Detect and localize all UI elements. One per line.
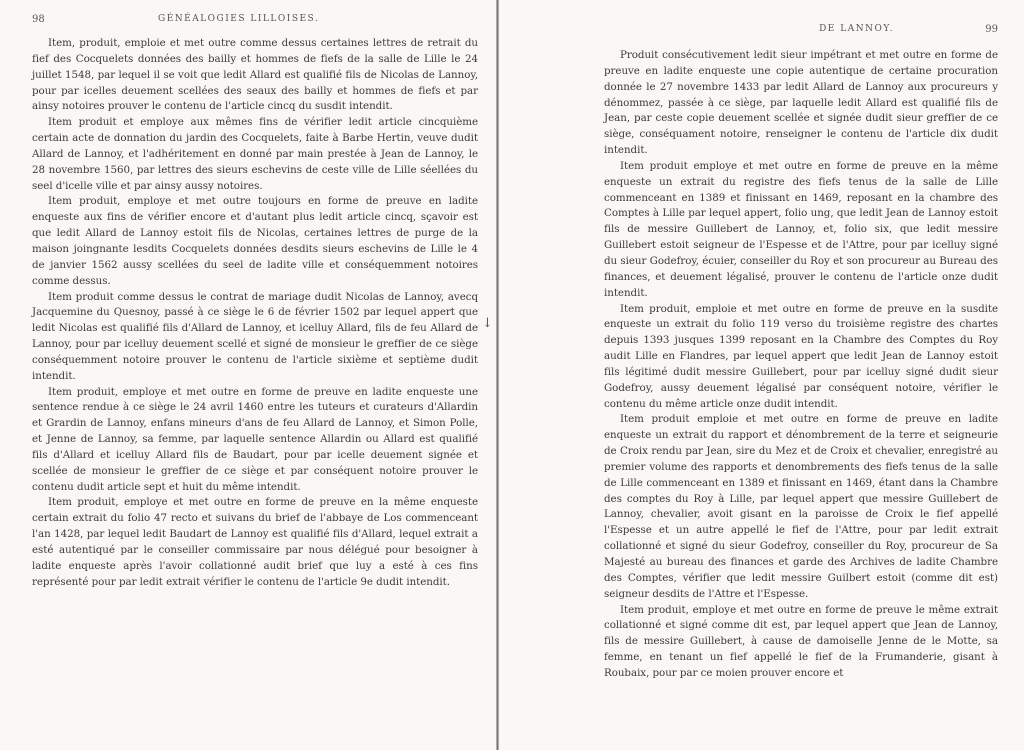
page-number: 99	[985, 24, 998, 35]
page-body	[32, 36, 478, 591]
gutter-mark: ↓	[482, 316, 493, 331]
paragraph: Item produit, employe et met outre en forme de preuve le même extrait collationné et signé comme dit est, par lequel appert que Jean de Lannoy, fils de messire Guillebert, à cause de damoiselle Jenne de le Motte, sa femme, en tenant un fief appellé le fief de la Frumanderie, gisant à Roubaix, pour par ce moien prouver encore et	[604, 603, 998, 679]
running-head-title: DE LANNOY.	[819, 24, 894, 34]
paragraph: Item produit, employe et met outre en forme de preuve en ladite enqueste une sentence rendue à ce siège le 24 avril 1460 entre les tuteurs et curateurs d'Allardin et Grardin de Lannoy, enfans mineurs d'ans de feu Allard de Lannoy, et Simon Polle, et Jenne de Lannoy, sa femme, par laquelle sentence Allardin ou Allard est qualifié fils d'Allard et icelluy Allard fils de Baudart, pour par icelle deuement signée et scellée de monsieur le greffier de ce siège et par conséquent notoire prouver le contenu dudit article sept et huit du même intendit.	[32, 385, 478, 493]
running-head-title: GÉNÉALOGIES LILLOISES.	[158, 14, 320, 24]
paragraph: Item produit comme dessus le contrat de mariage dudit Nicolas de Lannoy, avecq Jacquemine du Quesnoy, passé à ce siège le 6 de février 1502 par lequel appert que ledit Nicolas est qualifié fils d'Allard de Lannoy, et icelluy Allard, fils de feu Allard de Lannoy, pour par icelluy deuement scellé et signé de monsieur le greffier de ce siège conséquemment notoire prouver le contenu de l'article sixième et septième dudit intendit.	[32, 290, 478, 382]
left-page	[0, 0, 498, 750]
page-body	[604, 48, 998, 682]
book-gutter	[496, 0, 499, 750]
page-number: 98	[32, 14, 45, 25]
paragraph: Produit consécutivement ledit sieur impétrant et met outre en forme de preuve en ladite enqueste une copie autentique de certaine procuration donnée le 27 novembre 1433 par ledit Allard de Lannoy aux procureurs y dénommez, passée à ce siège, par laquelle ledit Allard est qualifié fils de Jean, par ceste copie deuement scellée et signée dudit sieur greffier de ce siège, conséquament notoire, renseigner le contenu de l'article dix dudit intendit.	[604, 49, 998, 157]
paragraph: Item produit emploie et met outre en forme de preuve en ladite enqueste un extrait du rapport et dénombrement de la terre et seigneurie de Croix rendu par Jean, sire du Mez et de Croix et chevalier, enregistré au premier volume des rapports et denombrements des fiefs tenus de la salle de Lille commenceant en 1389 et finissant en 1469, étant dans la Chambre des comptes du Roy à Lille, par lequel appert que messire Guillebert de Lannoy, chevalier, avoit gisant en la paroisse de Croix le fief appellé l'Espesse et un autre appellé le fief de l'Attre, pour par ledit extrait collationné et signé du sieur Godefroy, conseiller du Roy, procureur de Sa Majesté au bureau des finances et garde des Archives de ladite Chambre des Comptes, vérifier que ledit messire Guilbert estoit (comme dit est) seigneur desdits de l'Attre et l'Espesse.	[604, 413, 998, 600]
paragraph: Item produit et employe aux mêmes fins de vérifier ledit article cincquième certain acte de donnation du jardin des Cocquelets, faite à Barbe Hertin, veuve dudit Allard de Lannoy, et l'adhéritement en donné par main prestée à Jean de Lannoy, le 28 novembre 1560, par lettres des sieurs eschevins de ceste ville de Lille séellées du seel d'icelle ville et par ainsy aussy notoires.	[32, 116, 478, 192]
paragraph: Item, produit, emploie et met outre comme dessus certaines lettres de retrait du fief des Cocquelets données des bailly et hommes de fiefs de la salle de Lille le 24 juillet 1548, par lequel il se voit que ledit Allard est qualifié fils de Nicolas de Lannoy, pour par icelles deuement scellées des seaux des bailly et hommes de fiefs et par ainsy notoires prouver le contenu de l'article cincq du susdit intendit.	[32, 37, 478, 113]
paragraph: Item produit, emploie et met outre en forme de preuve en la susdite enqueste un extrait du folio 119 verso du troisième registre des chartes depuis 1393 jusques 1399 reposant en la Chambre des Comptes du Roy audit Lille en Flandres, par lequel appert que ledit Jean de Lannoy estoit fils légitimé dudit messire Guillebert, pour par icelluy signé dudit sieur Godefroy, aussy deuement légalisé par conséquent notoire, vérifier le contenu du même article onze dudit intendit.	[604, 302, 998, 410]
right-page	[500, 0, 1024, 750]
running-header	[32, 14, 478, 32]
paragraph: Item produit, employe et met outre toujours en forme de preuve en ladite enqueste aux fins de vérifier encore et d'autant plus ledit article cincq, sçavoir est que ledit Allard de Lannoy estoit fils de Nicolas, certaines lettres de purge de la maison joingnante lesdits Cocquelets données desdits sieurs eschevins de Lille le 4 de janvier 1562 aussy scellées du seel de ladite ville et conséquemment notoires comme dessus.	[32, 195, 478, 287]
running-header	[604, 24, 998, 42]
paragraph: Item produit, employe et met outre en forme de preuve en la même enqueste certain extrait du folio 47 recto et suivans du brief de l'abbaye de Los commenceant l'an 1428, par lequel ledit Baudart de Lannoy est qualifié fils d'Allard, lequel extrait a esté autentiqué par le conseiller commissaire par nous délégué pour besoigner à ladite enqueste après l'avoir collationné audit brief que luy a esté à ces fins représenté pour par ledit extrait vérifier le contenu de l'article 9e dudit intendit.	[32, 496, 478, 588]
paragraph: Item produit employe et met outre en forme de preuve en la même enqueste un extrait du registre des fiefs tenus de la salle de Lille commenceant en 1389 et finissant en 1469, reposant en la chambre des Comptes à Lille par lequel appert, folio ung, que ledit Jean de Lannoy estoit fils de messire Guillebert de Lannoy, et, folio six, que ledit messire Guillebert estoit seigneur de l'Espesse et de l'Attre, pour par icelluy signé du sieur Godefroy, écuier, conseiller du Roy et son procureur au Bureau des finances, et deuement légalisé, prouver le contenu de l'article onze dudit intendit.	[604, 159, 998, 299]
